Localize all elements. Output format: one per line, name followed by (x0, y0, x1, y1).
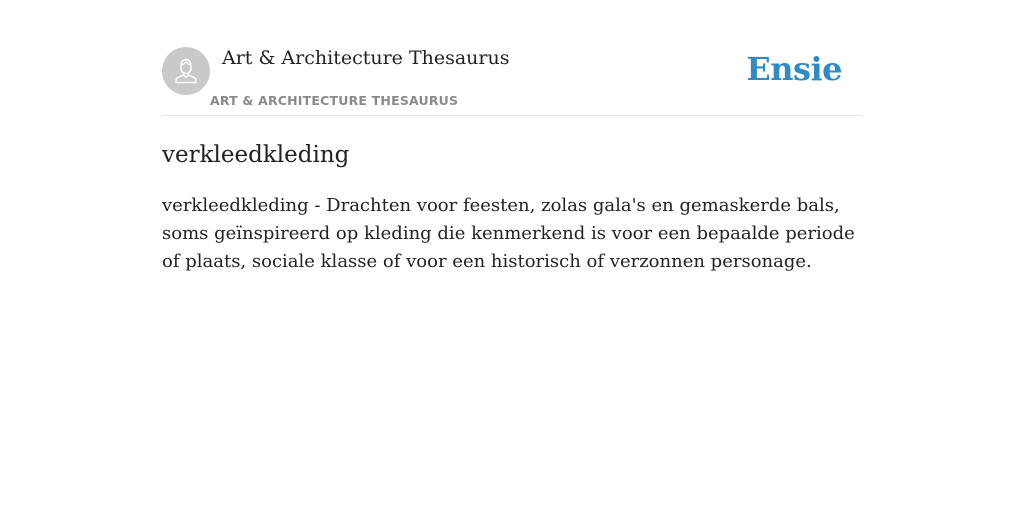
entry-header (162, 0, 862, 116)
entry-definition: verkleedkleding - Drachten voor feesten, zolas gala's en gemaskerde bals, soms geïnspireerd op kleding die kenmerkend is voor een bepaalde periode of plaats, sociale klasse of voor een historisch of verzonnen personage. (162, 195, 855, 272)
entry-card (162, 0, 862, 276)
user-icon (171, 56, 201, 86)
entry-term: verkleedkleding (162, 142, 350, 168)
ensie-logo[interactable]: Ensie (746, 50, 842, 88)
source-label[interactable]: ART & ARCHITECTURE THESAURUS (210, 93, 459, 108)
avatar[interactable] (162, 47, 210, 95)
author-name[interactable]: Art & Architecture Thesaurus (222, 47, 510, 69)
